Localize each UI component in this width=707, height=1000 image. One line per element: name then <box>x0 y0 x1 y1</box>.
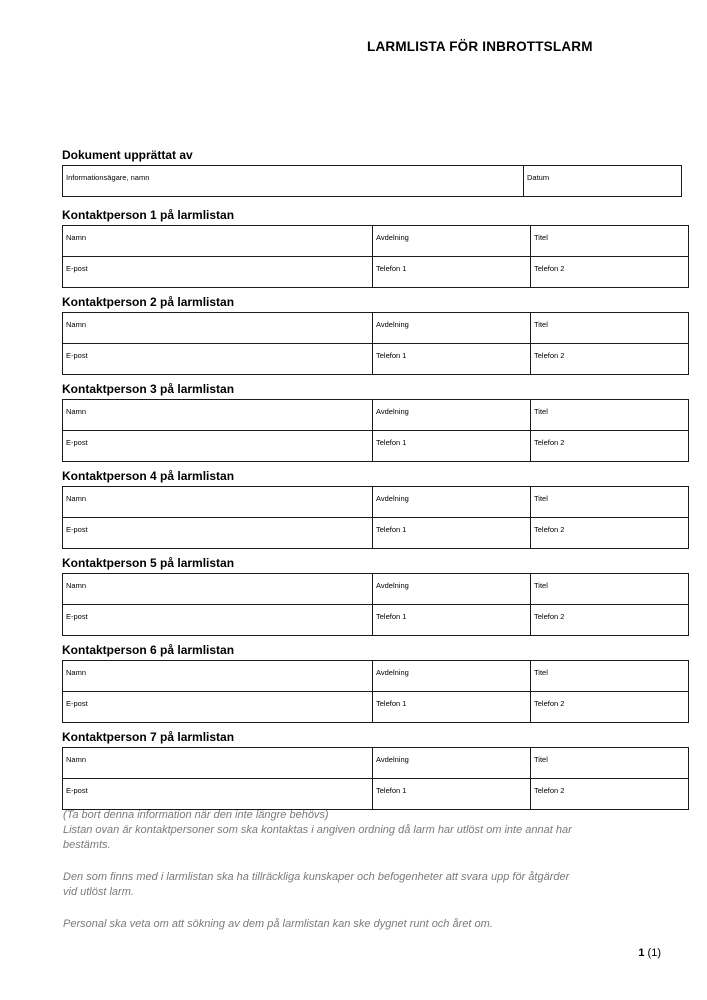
page-number-current: 1 <box>638 947 645 959</box>
department-field[interactable] <box>373 574 531 605</box>
email-label: E-post <box>66 351 88 360</box>
date-label: Datum <box>527 173 550 182</box>
contact-section-6 <box>62 644 667 723</box>
name-field[interactable] <box>63 487 373 518</box>
phone2-field[interactable] <box>531 692 689 723</box>
phone1-field[interactable] <box>373 779 531 810</box>
name-field[interactable] <box>63 748 373 779</box>
department-label: Avdelning <box>376 407 409 416</box>
title-field[interactable] <box>531 574 689 605</box>
phone2-label: Telefon 2 <box>534 351 565 360</box>
department-label: Avdelning <box>376 320 409 329</box>
footer-note-2: Listan ovan är kontaktpersoner som ska kontaktas i angiven ordning då larm har utlöst om inte annat har bestämts. <box>63 824 572 851</box>
contact-table <box>62 573 689 636</box>
information-owner-field[interactable] <box>63 166 524 197</box>
information-owner-label: Informationsägare, namn <box>66 173 150 182</box>
name-label: Namn <box>66 494 87 503</box>
email-field[interactable] <box>63 257 373 288</box>
phone1-label: Telefon 1 <box>376 699 407 708</box>
phone2-field[interactable] <box>531 257 689 288</box>
contact-table <box>62 660 689 723</box>
phone2-field[interactable] <box>531 779 689 810</box>
phone2-field[interactable] <box>531 605 689 636</box>
department-label: Avdelning <box>376 233 409 242</box>
table-row <box>63 344 689 375</box>
title-field[interactable] <box>531 661 689 692</box>
department-field[interactable] <box>373 748 531 779</box>
table-row <box>63 518 689 549</box>
title-label: Titel <box>534 668 548 677</box>
name-field[interactable] <box>63 661 373 692</box>
footer-note-4: Personal ska veta om att sökning av dem på larmlistan kan ske dygnet runt och året om. <box>63 918 493 930</box>
email-field[interactable] <box>63 779 373 810</box>
name-label: Namn <box>66 581 87 590</box>
document-created-by-heading: Dokument upprättat av <box>62 148 193 162</box>
phone1-field[interactable] <box>373 605 531 636</box>
department-label: Avdelning <box>376 494 409 503</box>
contact-section-4 <box>62 470 667 549</box>
phone2-label: Telefon 2 <box>534 699 565 708</box>
contact-section-heading: Kontaktperson 3 på larmlistan <box>62 382 235 396</box>
name-label: Namn <box>66 233 87 242</box>
name-field[interactable] <box>63 400 373 431</box>
footer-note-3: Den som finns med i larmlistan ska ha tillräckliga kunskaper och befogenheter att svara upp för åtgärder vid utlöst larm. <box>63 871 570 898</box>
department-field[interactable] <box>373 487 531 518</box>
contact-table <box>62 225 689 288</box>
email-label: E-post <box>66 786 88 795</box>
contact-table <box>62 747 689 810</box>
table-row <box>63 748 689 779</box>
phone2-field[interactable] <box>531 344 689 375</box>
department-label: Avdelning <box>376 668 409 677</box>
title-field[interactable] <box>531 400 689 431</box>
department-field[interactable] <box>373 400 531 431</box>
table-row <box>63 574 689 605</box>
contact-section-heading: Kontaktperson 7 på larmlistan <box>62 730 235 744</box>
contact-table <box>62 399 689 462</box>
table-row <box>63 431 689 462</box>
title-field[interactable] <box>531 487 689 518</box>
phone1-label: Telefon 1 <box>376 351 407 360</box>
table-row <box>63 692 689 723</box>
table-row <box>63 779 689 810</box>
phone2-label: Telefon 2 <box>534 438 565 447</box>
phone1-label: Telefon 1 <box>376 264 407 273</box>
phone1-label: Telefon 1 <box>376 438 407 447</box>
name-label: Namn <box>66 668 87 677</box>
phone2-label: Telefon 2 <box>534 264 565 273</box>
phone1-field[interactable] <box>373 257 531 288</box>
table-row <box>63 661 689 692</box>
email-label: E-post <box>66 264 88 273</box>
email-field[interactable] <box>63 431 373 462</box>
contact-section-7 <box>62 731 667 810</box>
table-row <box>63 313 689 344</box>
table-row <box>63 257 689 288</box>
page-title: LARMLISTA FÖR INBROTTSLARM <box>367 39 593 54</box>
contact-section-5 <box>62 557 667 636</box>
contact-section-2 <box>62 296 667 375</box>
title-label: Titel <box>534 233 548 242</box>
phone1-label: Telefon 1 <box>376 612 407 621</box>
phone1-label: Telefon 1 <box>376 786 407 795</box>
email-label: E-post <box>66 699 88 708</box>
name-label: Namn <box>66 320 87 329</box>
contact-section-heading: Kontaktperson 5 på larmlistan <box>62 556 235 570</box>
contact-section-1 <box>62 209 667 288</box>
phone2-label: Telefon 2 <box>534 612 565 621</box>
title-label: Titel <box>534 407 548 416</box>
document-created-by-table <box>62 165 682 197</box>
table-row <box>63 605 689 636</box>
phone1-field[interactable] <box>373 431 531 462</box>
email-field[interactable] <box>63 692 373 723</box>
footer-notes <box>63 808 575 932</box>
title-label: Titel <box>534 494 548 503</box>
table-row <box>63 166 682 197</box>
contact-section-heading: Kontaktperson 2 på larmlistan <box>62 295 235 309</box>
phone1-field[interactable] <box>373 518 531 549</box>
contact-table <box>62 486 689 549</box>
title-field[interactable] <box>531 313 689 344</box>
contact-section-heading: Kontaktperson 1 på larmlistan <box>62 208 235 222</box>
title-field[interactable] <box>531 748 689 779</box>
table-row <box>63 487 689 518</box>
phone2-field[interactable] <box>531 518 689 549</box>
document-created-by-section <box>62 149 667 197</box>
name-field[interactable] <box>63 574 373 605</box>
phone1-field[interactable] <box>373 692 531 723</box>
contact-section-3 <box>62 383 667 462</box>
email-field[interactable] <box>63 518 373 549</box>
department-field[interactable] <box>373 661 531 692</box>
title-field[interactable] <box>531 226 689 257</box>
date-field[interactable] <box>524 166 682 197</box>
phone2-label: Telefon 2 <box>534 786 565 795</box>
contact-section-heading: Kontaktperson 4 på larmlistan <box>62 469 235 483</box>
table-row <box>63 226 689 257</box>
department-field[interactable] <box>373 226 531 257</box>
department-label: Avdelning <box>376 581 409 590</box>
email-label: E-post <box>66 438 88 447</box>
department-field[interactable] <box>373 313 531 344</box>
phone1-label: Telefon 1 <box>376 525 407 534</box>
email-label: E-post <box>66 525 88 534</box>
page-number-total: (1) <box>647 947 661 959</box>
title-label: Titel <box>534 581 548 590</box>
phone2-label: Telefon 2 <box>534 525 565 534</box>
phone1-field[interactable] <box>373 344 531 375</box>
email-field[interactable] <box>63 344 373 375</box>
contact-section-heading: Kontaktperson 6 på larmlistan <box>62 643 235 657</box>
name-label: Namn <box>66 407 87 416</box>
page-number <box>638 947 661 959</box>
title-label: Titel <box>534 320 548 329</box>
title-label: Titel <box>534 755 548 764</box>
phone2-field[interactable] <box>531 431 689 462</box>
email-label: E-post <box>66 612 88 621</box>
name-label: Namn <box>66 755 87 764</box>
contact-table <box>62 312 689 375</box>
email-field[interactable] <box>63 605 373 636</box>
department-label: Avdelning <box>376 755 409 764</box>
name-field[interactable] <box>63 313 373 344</box>
name-field[interactable] <box>63 226 373 257</box>
footer-note-1: (Ta bort denna information när den inte längre behövs) <box>63 809 329 821</box>
table-row <box>63 400 689 431</box>
